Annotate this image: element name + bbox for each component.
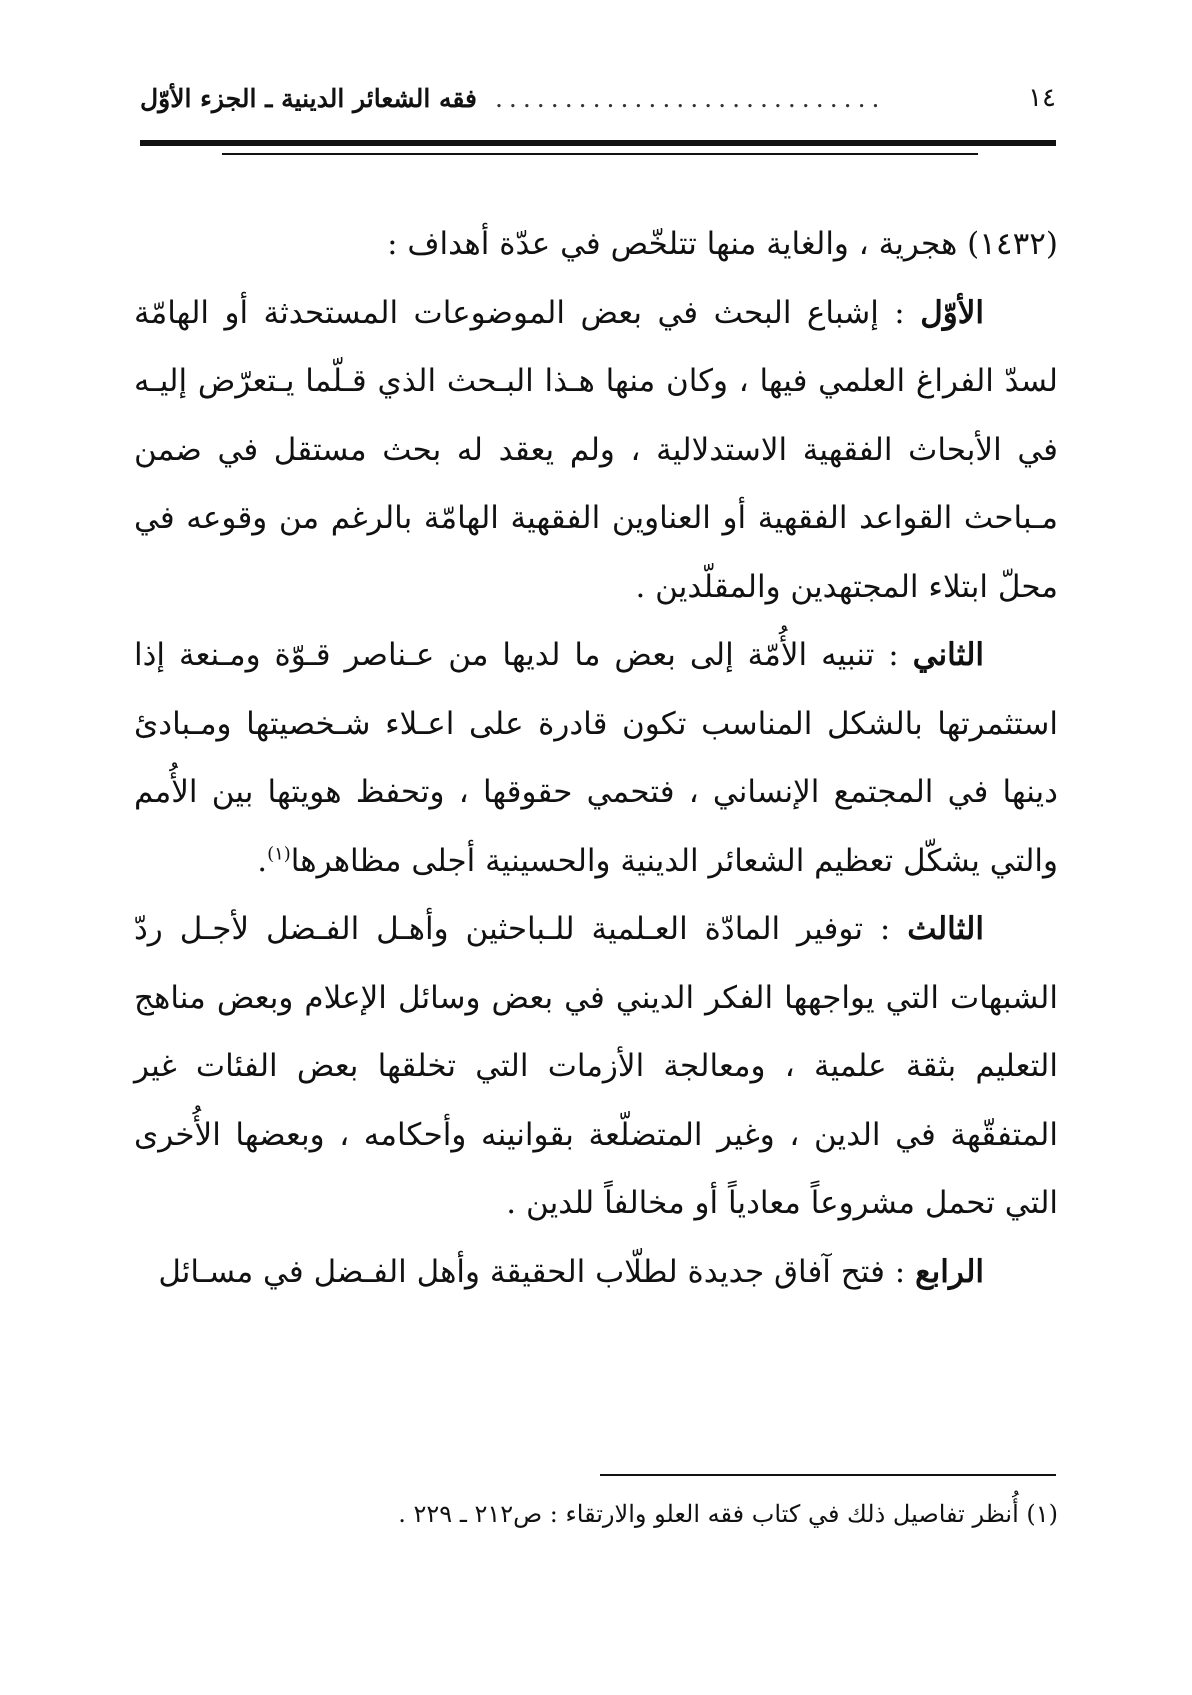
first-goal-text: : إشباع البحث في بعض الموضوعات المستحدثة أو الهامّة لسدّ الفراغ العلمي فيها ، وكان منها هـذا البـحث الذي قـلّما يـتعرّض إليـه في الأبحاث الفقهية الاستدلالية ، ولم يعقد له بحث مستقل في ضمن مـباحث القواعد الفقهية أو العناوين الفقهية الهامّة بالرغم من وقوعه في محلّ ابتلاء المجتهدين والمقلّدين .	[134, 294, 1058, 605]
running-title: فقه الشعائر الدينية ـ الجزء الأوّل	[140, 83, 477, 113]
fourth-goal-heading: الرابع	[915, 1253, 984, 1290]
second-goal-end: .	[257, 842, 268, 879]
fourth-goal-text: : فتح آفاق جديدة لطلّاب الحقيقة وأهل الفـضل في مسـائل	[158, 1253, 916, 1290]
footnote-reference: (١)	[267, 843, 291, 865]
paragraph-intro: (١٤٣٢) هجرية ، والغاية منها تتلخّص في عدّة أهداف :	[387, 226, 1058, 262]
footnote-separator	[600, 1474, 1056, 1476]
header-rule-thick	[140, 140, 1056, 146]
second-goal-text: : تنبيه الأُمّة إلى بعض ما لديها من عـناصر قـوّة ومـنعة إذا استثمرتها بالشكل المناسب تكون قادرة على اعـلاء شـخصيتها ومـبادئ دينها في المجتمع الإنساني ، فتحمي حقوقها ، وتحفظ هويتها بين الأُمم والتي يشكّل تعظيم الشعائر الدينية والحسينية أجلى مظاهرها	[134, 637, 1058, 879]
page-number: ١٤	[1028, 83, 1056, 113]
paragraph-first-goal	[134, 279, 1058, 622]
third-goal-heading: الثالث	[907, 911, 984, 947]
paragraph-fourth-goal	[134, 1238, 1058, 1307]
footnote: (١) أُنظر تفاصيل ذلك في كتاب فقه العلو والارتقاء : ص٢١٢ ـ ٢٢٩ .	[398, 1500, 1058, 1528]
paragraph-third-goal	[134, 895, 1058, 1238]
first-goal-heading: الأوّل	[920, 294, 984, 331]
third-goal-text: : توفير المادّة العـلمية للـباحثين وأهـل الفـضل لأجـل ردّ الشبهات التي يواجهها الفكر الديني في بعض وسائل الإعلام وبعض مناهج التعليم بثقة علمية ، ومعالجة الأزمات التي تخلقها بعض الفئات غير المتفقّهة في الدين ، وغير المتضلّعة بقوانينه وأحكامه ، وبعضها الأُخرى التي تحمل مشروعاً معادياً أو مخالفاً للدين .	[134, 911, 1058, 1221]
header-rule-thin	[222, 153, 978, 155]
second-goal-heading: الثاني	[912, 637, 984, 673]
paragraph-second-goal	[134, 621, 1058, 895]
header-dot-leader: ............................	[494, 83, 886, 113]
page-header	[140, 78, 1056, 118]
main-text	[134, 210, 1058, 1306]
